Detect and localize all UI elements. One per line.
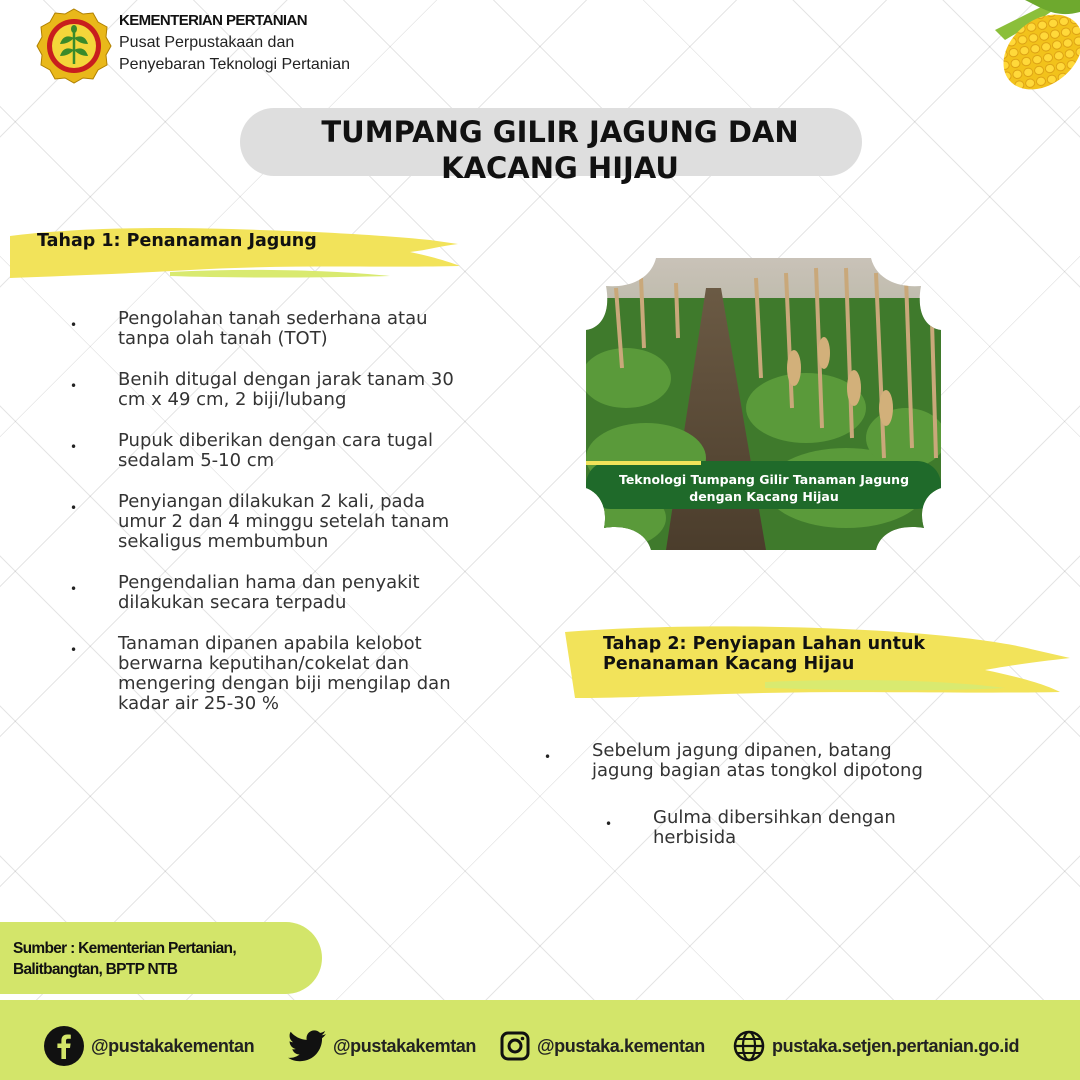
list-item: • Sebelum jagung dipanen, batang jagung bagian atas tongkol dipotong bbox=[592, 741, 1012, 781]
source-credit bbox=[13, 938, 236, 980]
source-line-1: Sumber : Kementerian Pertanian, bbox=[13, 940, 236, 957]
stage2-label-line-2: Penanaman Kacang Hijau bbox=[603, 654, 855, 674]
org-name: KEMENTERIAN PERTANIAN bbox=[119, 12, 307, 29]
list-item: • Benih ditugal dengan jarak tanam 30 cm x 49 cm, 2 biji/lubang bbox=[118, 370, 518, 410]
twitter-icon bbox=[288, 1030, 326, 1062]
website-link[interactable] bbox=[733, 1026, 1019, 1066]
twitter-link[interactable] bbox=[288, 1026, 476, 1066]
website-url: pustaka.setjen.pertanian.go.id bbox=[772, 1035, 1020, 1056]
stage2-label bbox=[603, 634, 925, 674]
stage2-list-1 bbox=[592, 741, 1012, 802]
facebook-handle: @pustakakementan bbox=[91, 1035, 255, 1056]
globe-icon bbox=[733, 1030, 765, 1062]
source-line-2: Balitbangtan, BPTP NTB bbox=[13, 961, 178, 978]
list-item: • Pengolahan tanah sederhana atau tanpa olah tanah (TOT) bbox=[118, 309, 518, 349]
facebook-link[interactable] bbox=[44, 1026, 254, 1066]
instagram-icon bbox=[500, 1031, 530, 1061]
org-sub-line-1: Pusat Perpustakaan dan bbox=[119, 34, 295, 51]
instagram-link[interactable] bbox=[500, 1026, 705, 1066]
kementerian-pertanian-logo bbox=[36, 8, 112, 84]
title-line-2: KACANG HIJAU bbox=[441, 151, 679, 185]
field-photo bbox=[586, 258, 941, 550]
list-item: • Pengendalian hama dan penyakit dilakukan secara terpadu bbox=[118, 573, 518, 613]
photo-caption-line-1: Teknologi Tumpang Gilir Tanaman Jagung bbox=[618, 472, 910, 487]
organization-block bbox=[119, 10, 350, 76]
list-item: • Gulma dibersihkan dengan herbisida bbox=[653, 808, 973, 848]
stage2-label-line-1: Tahap 2: Penyiapan Lahan untuk bbox=[603, 634, 926, 654]
page-title bbox=[240, 114, 880, 186]
twitter-handle: @pustakakemtan bbox=[333, 1035, 477, 1056]
facebook-icon bbox=[44, 1026, 84, 1066]
title-line-1: TUMPANG GILIR JAGUNG DAN bbox=[321, 115, 799, 149]
corn-icon bbox=[995, 0, 1080, 95]
list-item: • Pupuk diberikan dengan cara tugal sedalam 5-10 cm bbox=[118, 431, 518, 471]
photo-caption-line-2: dengan Kacang Hijau bbox=[689, 489, 839, 504]
org-sub-line-2: Penyebaran Teknologi Pertanian bbox=[119, 56, 350, 73]
list-item: • Penyiangan dilakukan 2 kali, pada umur 2 dan 4 minggu setelah tanam sekaligus membumbun bbox=[118, 492, 518, 552]
stage1-label: Tahap 1: Penanaman Jagung bbox=[37, 231, 317, 251]
list-item: • Tanaman dipanen apabila kelobot berwarna keputihan/cokelat dan mengering dengan biji mengilap dan kadar air 25-30 % bbox=[118, 634, 518, 714]
stage1-list bbox=[118, 309, 518, 735]
stage2-list-2 bbox=[653, 808, 973, 869]
instagram-handle: @pustaka.kementan bbox=[537, 1035, 705, 1056]
